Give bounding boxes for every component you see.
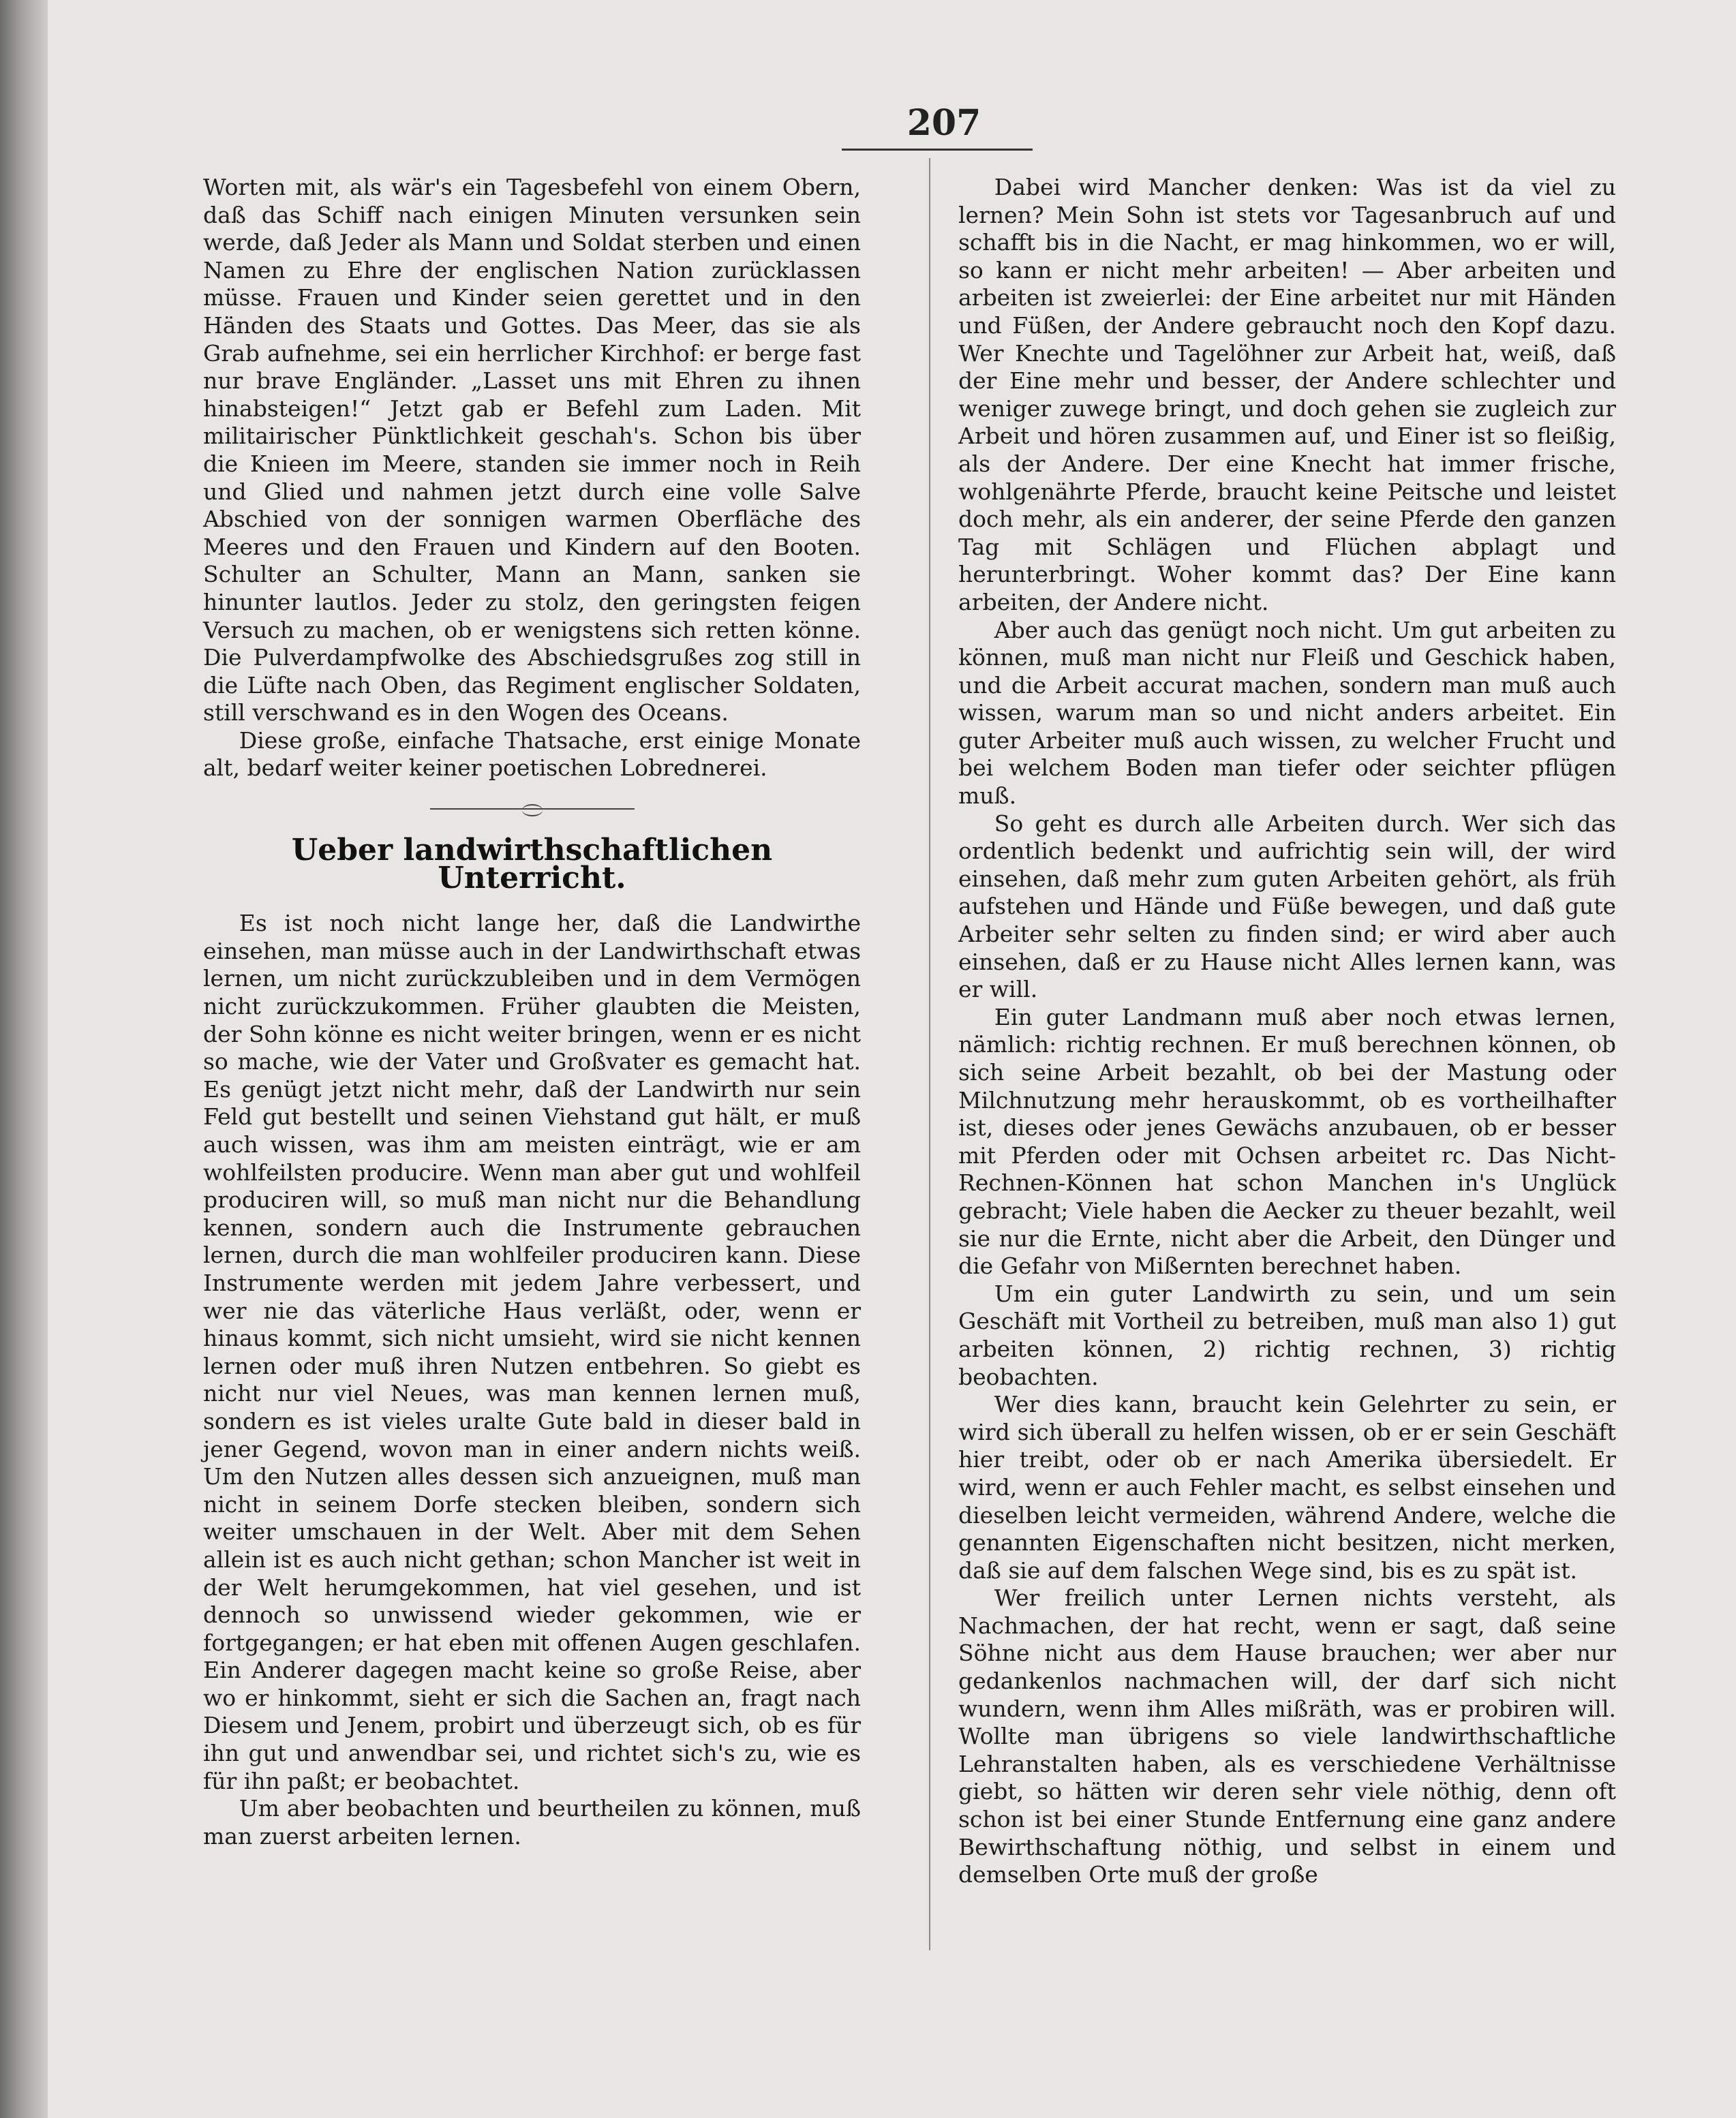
article-continuation-paragraph: Worten mit, als wär's ein Tagesbefehl von einem Obern, daß das Schiff nach einigen Minuten versunken sein werde, daß Jeder als Mann und Soldat sterben und einen Namen zu Ehre der englischen Nation zurücklassen müsse. Frauen und Kinder seien gerettet und in den Händen des Staats und Gottes. Das Meer, das sie als Grab aufnehme, sei ein herrlicher Kirchhof: er berge fast nur brave Engländer. „Lasset uns mit Ehren zu ihnen hinabsteigen!“ Jetzt gab er Befehl zum Laden. Mit militairischer Pünktlichkeit geschah's. Schon bis über die Knieen im Meere, standen sie immer noch in Reih und Glied und nahmen jetzt durch eine volle Salve Abschied von der sonnigen warmen Oberfläche des Meeres und den Frauen und Kindern auf den Booten. Schulter an Schulter, Mann an Mann, sanken sie hinunter lautlos. Jeder zu stolz, den geringsten feigen Versuch zu machen, ob er wenigstens sich retten könne. Die Pulverdampfwolke des Abschiedsgrußes zog still in die Lüfte nach Oben, das Regiment englischer Soldaten, still verschwand es in den Wogen des Oceans. <box>203 174 861 726</box>
book-page <box>48 0 1736 2118</box>
body-paragraph: Um ein guter Landwirth zu sein, und um sein Geschäft mit Vortheil zu betreiben, muß man also 1) gut arbeiten können, 2) richtig rechnen, 3) richtig beobachten. <box>958 1280 1616 1390</box>
body-paragraph: Aber auch das genügt noch nicht. Um gut arbeiten zu können, muß man nicht nur Fleiß und Geschick haben, und die Arbeit accurat machen, sondern man muß auch wissen, warum man so und nicht anders arbeitet. Ein guter Arbeiter muß auch wissen, zu welcher Frucht und bei welchem Boden man tiefer oder seichter pflügen muß. <box>958 616 1616 810</box>
body-paragraph: Wer dies kann, braucht kein Gelehrter zu sein, er wird sich überall zu helfen wissen, ob er er sein Geschäft hier treibt, oder ob er nach Amerika übersiedelt. Er wird, wenn er auch Fehler macht, es selbst einsehen und dieselben leicht vermeiden, während Andere, welche die genannten Eigenschaften nicht besitzen, nicht merken, daß sie auf dem falschen Wege sind, bis es zu spät ist. <box>958 1391 1616 1584</box>
book-spine-shadow <box>0 0 48 2118</box>
right-column <box>958 174 1616 1889</box>
body-paragraph: Ein guter Landmann muß aber noch etwas lernen, nämlich: richtig rechnen. Er muß berechnen können, ob sich seine Arbeit bezahlt, ob bei der Mastung oder Milchnutzung mehr herauskommt, ob es vortheilhafter ist, dieses oder jenes Gewächs anzubauen, ob er besser mit Pferden oder mit Ochsen arbeitet rc. Das Nicht-Rechnen-Können hat schon Manchen in's Unglück gebracht; Viele haben die Aecker zu theuer bezahlt, weil sie nur die Ernte, nicht aber die Arbeit, den Dünger und die Gefahr von Mißernten berechnet haben. <box>958 1003 1616 1280</box>
body-paragraph: Es ist noch nicht lange her, daß die Landwirthe einsehen, man müsse auch in der Landwirthschaft etwas lernen, um nicht zurückzubleiben und in dem Vermögen nicht zurückzukommen. Früher glaubten die Meisten, der Sohn könne es nicht weiter bringen, wenn er es nicht so mache, wie der Vater und Großvater es gemacht hat. Es genügt jetzt nicht mehr, daß der Landwirth nur sein Feld gut bestellt und seinen Viehstand gut hält, er muß auch wissen, was ihm am meisten einträgt, wie er am wohlfeilsten producire. Wenn man aber gut und wohlfeil produciren will, so muß man nicht nur die Behandlung kennen, sondern auch die Instrumente gebrauchen lernen, durch die man wohlfeiler produciren kann. Diese Instrumente werden mit jedem Jahre verbessert, und wer nie das väterliche Haus verläßt, oder, wenn er hinaus kommt, sich nicht umsieht, wird sie nicht kennen lernen oder muß ihren Nutzen entbehren. So giebt es nicht nur viel Neues, was man kennen lernen muß, sondern es ist vieles uralte Gute bald in dieser bald in jener Gegend, wovon man in einer andern nichts weiß. Um den Nutzen alles dessen sich anzueignen, muß man nicht in seinem Dorfe stecken bleiben, sondern sich weiter umschauen in der Welt. Aber mit dem Sehen allein ist es auch nicht gethan; schon Mancher ist weit in der Welt herumgekommen, hat viel gesehen, und ist dennoch so unwissend wieder gekommen, wie er fortgegangen; er hat eben mit offenen Augen geschlafen. Ein Anderer dagegen macht keine so große Reise, aber wo er hinkommt, sieht er sich die Sachen an, fragt nach Diesem und Jenem, probirt und überzeugt sich, ob es für ihn gut und anwendbar sei, und richtet sich's zu, wie es für ihn paßt; er beobachtet. <box>203 910 861 1794</box>
article-closing-paragraph: Diese große, einfache Thatsache, erst einige Monate alt, bedarf weiter keiner poetischen Lobrednerei. <box>203 726 861 782</box>
body-paragraph: Wer freilich unter Lernen nichts versteht, als Nachmachen, der hat recht, wenn er sagt, daß seine Söhne nicht aus dem Hause brauchen; wer aber nur gedankenlos nachmachen will, der darf sich nicht wundern, wenn ihm Alles mißräth, was er probiren will. Wollte man übrigens so viele landwirthschaftliche Lehranstalten haben, als es verschiedene Verhältnisse giebt, so hätten wir deren sehr viele nöthig, denn oft schon ist bei einer Stunde Entfernung eine ganz andere Bewirthschaftung nöthig, und selbst in einem und demselben Orte muß der große <box>958 1584 1616 1888</box>
page-number: 207 <box>907 102 981 144</box>
section-separator-ornament <box>430 799 635 819</box>
section-title: Ueber landwirthschaftlichen Unterricht. <box>291 833 773 895</box>
body-paragraph: Dabei wird Mancher denken: Was ist da viel zu lernen? Mein Sohn ist stets vor Tagesanbruch auf und schafft bis in die Nacht, er mag hinkommen, wo er will, so kann er nicht mehr arbeiten! — Aber arbeiten und arbeiten ist zweierlei: der Eine arbeitet nur mit Händen und Füßen, der Andere gebraucht noch den Kopf dazu. Wer Knechte und Tagelöhner zur Arbeit hat, weiß, daß der Eine mehr und besser, der Andere schlechter und weniger zuwege bringt, und doch gehen sie zugleich zur Arbeit und hören zusammen auf, und Einer ist so fleißig, als der Andere. Der eine Knecht hat immer frische, wohlgenährte Pferde, braucht keine Peitsche und leistet doch mehr, als ein anderer, der seine Pferde den ganzen Tag mit Schlägen und Flüchen abplagt und herunterbringt. Woher kommt das? Der Eine kann arbeiten, der Andere nicht. <box>958 174 1616 615</box>
body-paragraph: Um aber beobachten und beurtheilen zu können, muß man zuerst arbeiten lernen. <box>203 1795 861 1850</box>
column-divider <box>929 158 930 1950</box>
left-column <box>203 174 861 1850</box>
body-paragraph: So geht es durch alle Arbeiten durch. Wer sich das ordentlich bedenkt und aufrichtig sein will, der wird einsehen, daß mehr zum guten Arbeiten gehört, als früh aufstehen und Hände und Füße bewegen, und daß gute Arbeiter sehr selten zu finden sind; er wird aber auch einsehen, daß er zu Hause nicht Alles lernen kann, was er will. <box>958 810 1616 1003</box>
header-rule <box>842 149 1033 151</box>
